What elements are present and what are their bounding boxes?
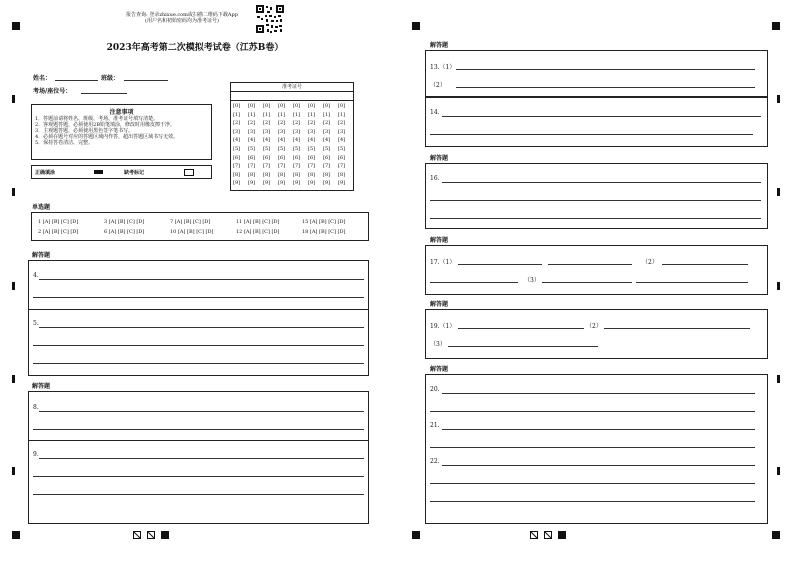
admission-digit-bubble[interactable]: [7]: [233, 163, 241, 170]
admission-digit-bubble[interactable]: [2]: [293, 120, 301, 127]
admission-digit-bubble[interactable]: [9]: [233, 180, 241, 187]
admission-digit-bubble[interactable]: [4]: [263, 137, 271, 144]
notes-box: [31, 104, 212, 160]
answer-line[interactable]: [430, 483, 755, 484]
answer-line[interactable]: [548, 264, 632, 265]
admission-digit-bubble[interactable]: [1]: [323, 111, 331, 118]
admission-write-row: [231, 100, 353, 101]
admission-digit-bubble[interactable]: [3]: [323, 128, 331, 135]
mc-section-label: 单选题: [32, 204, 51, 211]
admission-digit-bubble[interactable]: [8]: [323, 171, 331, 178]
answer-line[interactable]: [33, 494, 364, 495]
answer-box-q19: [425, 309, 768, 359]
page-marker-box: [544, 531, 552, 539]
answer-line[interactable]: [604, 328, 750, 329]
answer-line[interactable]: [442, 116, 761, 117]
answer-line[interactable]: [430, 200, 761, 201]
name-label: 姓名：: [33, 75, 52, 82]
mc-item[interactable]: 10 [A] [B] [C] [D]: [170, 229, 214, 235]
corner-mark-tr: [772, 22, 780, 30]
page-marker-box: [161, 531, 169, 539]
admission-digit-bubble[interactable]: [6]: [233, 154, 241, 161]
admission-digit-bubble[interactable]: [7]: [248, 163, 256, 170]
answer-line[interactable]: [636, 282, 748, 283]
admission-digit-bubble[interactable]: [8]: [308, 171, 316, 178]
question-number: 13.（1）: [430, 64, 456, 71]
student-name-row: [33, 73, 51, 82]
answer-line[interactable]: [458, 328, 584, 329]
sub-question: （2）: [642, 259, 658, 266]
admission-digit-bubble[interactable]: [7]: [263, 163, 271, 170]
answer-line[interactable]: [430, 282, 518, 283]
timing-mark: [777, 467, 780, 475]
answer-box-q13: [425, 50, 768, 97]
divider: [29, 309, 368, 310]
timing-mark: [12, 375, 15, 383]
admission-digit-bubble[interactable]: [8]: [248, 171, 256, 178]
timing-mark: [12, 467, 15, 475]
sub-question: （3）: [430, 341, 446, 348]
admission-digit-bubble[interactable]: [7]: [308, 163, 316, 170]
admission-digit-bubble[interactable]: [5]: [323, 146, 331, 152]
admission-digit-bubble[interactable]: [6]: [248, 154, 256, 161]
mc-item[interactable]: 2 [A] [B] [C] [D]: [38, 229, 79, 235]
admission-digit-bubble[interactable]: [1]: [278, 111, 286, 118]
page-marker-box: [530, 531, 538, 539]
admission-digit-bubble[interactable]: [3]: [248, 128, 256, 135]
timing-mark: [412, 22, 420, 30]
admission-digit-bubble[interactable]: [9]: [338, 180, 346, 187]
admission-digit-bubble[interactable]: [6]: [293, 154, 301, 161]
answer-line[interactable]: [456, 87, 755, 88]
slash-icon: [531, 532, 537, 538]
note-item: 4．必须在题号对应的答题区域内作答，超出答题区域书写无效。: [35, 134, 179, 140]
admission-digit-bubble[interactable]: [1]: [233, 111, 241, 118]
mc-item[interactable]: 7 [A] [B] [C] [D]: [170, 219, 211, 225]
note-item: 3．主观题答题，必须使用黑色签字笔书写。: [35, 128, 134, 134]
seat-label: 考场/座位号：: [33, 88, 72, 95]
mc-item[interactable]: 18 [A] [B] [C] [D]: [302, 229, 346, 235]
answer-box-q17: [425, 245, 768, 295]
admission-digit-bubble[interactable]: [5]: [248, 146, 256, 152]
admission-digit-bubble[interactable]: [1]: [338, 111, 346, 118]
question-number: 21.: [430, 422, 440, 429]
admission-digit-bubble[interactable]: [3]: [278, 128, 286, 135]
section-label: 解答题: [430, 237, 449, 244]
absent-checkbox[interactable]: [184, 169, 194, 176]
answer-line[interactable]: [448, 346, 598, 347]
admission-digit-bubble[interactable]: [9]: [293, 180, 301, 187]
timing-mark: [777, 282, 780, 290]
admission-digit-bubble[interactable]: [8]: [293, 171, 301, 178]
sub-question: （2）: [430, 82, 446, 89]
answer-box-q8-q9: [28, 391, 369, 524]
timing-mark: [12, 282, 15, 290]
timing-mark: [12, 188, 15, 196]
question-number: 22.: [430, 458, 440, 465]
admission-digit-bubble[interactable]: [4]: [278, 137, 286, 144]
admission-digit-bubble[interactable]: [4]: [233, 137, 241, 144]
admission-digit-bubble[interactable]: [4]: [248, 137, 256, 144]
notice-line-2: (用户名和初始密码均为准考证号): [145, 18, 219, 24]
note-item: 1．答题前请将姓名、班级、考场、准考证号填写清楚。: [35, 116, 159, 122]
admission-digit-bubble[interactable]: [0]: [263, 103, 271, 109]
admission-digit-bubble[interactable]: [7]: [338, 163, 346, 170]
admission-digit-bubble[interactable]: [9]: [308, 180, 316, 187]
section-label: 解答题: [430, 366, 449, 373]
sub-question: （3）: [524, 277, 540, 284]
admission-digit-bubble[interactable]: [6]: [278, 154, 286, 161]
admission-digit-bubble[interactable]: [7]: [278, 163, 286, 170]
answer-line[interactable]: [33, 345, 364, 346]
admission-digit-bubble[interactable]: [6]: [323, 154, 331, 161]
section-label: 解答题: [430, 42, 449, 49]
mc-box: [31, 212, 369, 241]
admission-digit-bubble[interactable]: [4]: [308, 137, 316, 144]
admission-digit-bubble[interactable]: [8]: [278, 171, 286, 178]
answer-line[interactable]: [430, 411, 755, 412]
slash-icon: [148, 532, 154, 538]
note-item: 2．客观题答题，必须使用2B铅笔填涂，修改时用橡皮擦干净。: [35, 122, 176, 128]
admission-digit-bubble[interactable]: [4]: [338, 137, 346, 144]
question-number: 19.（1）: [430, 323, 456, 330]
question-number: 20.: [430, 386, 440, 393]
answer-line[interactable]: [442, 393, 755, 394]
admission-digit-bubble[interactable]: [0]: [338, 103, 346, 109]
admission-digit-bubble[interactable]: [8]: [263, 171, 271, 178]
mc-item[interactable]: 11 [A] [B] [C] [D]: [236, 219, 280, 225]
mc-item[interactable]: 12 [A] [B] [C] [D]: [236, 229, 280, 235]
answer-line[interactable]: [430, 218, 761, 219]
answer-box-q4-q5: [28, 260, 369, 376]
admission-digit-bubble[interactable]: [0]: [323, 103, 331, 109]
answer-box-q16: [425, 163, 768, 229]
admission-digit-bubble[interactable]: [6]: [308, 154, 316, 161]
corner-mark-tl: [12, 22, 20, 30]
section-label: 解答题: [430, 301, 449, 308]
answer-box-q14: [425, 97, 768, 147]
admission-digit-bubble[interactable]: [1]: [293, 111, 301, 118]
answer-line[interactable]: [430, 501, 755, 502]
admission-digit-bubble[interactable]: [4]: [293, 137, 301, 144]
answer-line[interactable]: [662, 264, 748, 265]
mc-item[interactable]: 3 [A] [B] [C] [D]: [104, 219, 145, 225]
notice-line-1: 报告查询: 登录zhixue.com或扫描二维码下载App: [126, 12, 238, 18]
admission-digit-bubble[interactable]: [5]: [233, 146, 241, 152]
answer-line[interactable]: [442, 182, 761, 183]
answer-line[interactable]: [39, 411, 364, 412]
admission-digit-bubble[interactable]: [5]: [308, 146, 316, 152]
mc-item[interactable]: 1 [A] [B] [C] [D]: [38, 219, 79, 225]
admission-digit-bubble[interactable]: [3]: [293, 128, 301, 135]
admission-digit-bubble[interactable]: [9]: [278, 180, 286, 187]
section-label: 解答题: [430, 155, 449, 162]
question-number: 14.: [430, 109, 440, 116]
admission-digit-bubble[interactable]: [1]: [308, 111, 316, 118]
admission-digit-bubble[interactable]: [5]: [293, 146, 301, 152]
admission-digit-bubble[interactable]: [2]: [263, 120, 271, 127]
admission-digit-bubble[interactable]: [3]: [263, 128, 271, 135]
admission-digit-bubble[interactable]: [9]: [248, 180, 256, 187]
admission-title: 准考证号: [281, 84, 302, 90]
admission-digit-bubble[interactable]: [0]: [278, 103, 286, 109]
page-marker-box: [147, 531, 155, 539]
answer-line[interactable]: [430, 134, 753, 135]
admission-digit-bubble[interactable]: [1]: [263, 111, 271, 118]
admission-digit-bubble[interactable]: [2]: [278, 120, 286, 127]
admission-digit-bubble[interactable]: [3]: [308, 128, 316, 135]
question-number: 8.: [33, 404, 39, 411]
answer-line[interactable]: [39, 279, 364, 280]
answer-line[interactable]: [430, 447, 755, 448]
admission-digit-bubble[interactable]: [8]: [338, 171, 346, 178]
timing-mark: [12, 95, 15, 103]
slash-icon: [545, 532, 551, 538]
admission-digit-bubble[interactable]: [7]: [293, 163, 301, 170]
answer-line[interactable]: [442, 429, 755, 430]
divider: [29, 440, 368, 441]
admission-digit-bubble[interactable]: [7]: [323, 163, 331, 170]
correct-fill-sample: [94, 170, 103, 174]
timing-mark: [777, 188, 780, 196]
answer-line[interactable]: [458, 264, 542, 265]
admission-digit-bubble[interactable]: [5]: [278, 146, 286, 152]
admission-digit-bubble[interactable]: [6]: [338, 154, 346, 161]
name-field[interactable]: [55, 80, 98, 81]
answer-line[interactable]: [442, 465, 755, 466]
admission-bubble-grid: [233, 103, 353, 189]
answer-line[interactable]: [33, 429, 364, 430]
admission-digit-bubble[interactable]: [2]: [323, 120, 331, 127]
correct-fill-label: 正确填涂: [35, 170, 56, 176]
admission-digit-bubble[interactable]: [0]: [248, 103, 256, 109]
corner-mark-bl: [12, 531, 20, 539]
question-number: 5.: [33, 320, 39, 327]
timing-mark: [777, 375, 780, 383]
page-title: 2023年高考第二次模拟考试卷（江苏B卷）: [106, 43, 284, 53]
sub-question: （2）: [586, 323, 602, 330]
admission-digit-bubble[interactable]: [2]: [233, 120, 241, 127]
mc-item[interactable]: 6 [A] [B] [C] [D]: [104, 229, 145, 235]
page-marker-box: [133, 531, 141, 539]
admission-digit-bubble[interactable]: [1]: [248, 111, 256, 118]
timing-mark: [777, 95, 780, 103]
answer-line[interactable]: [456, 69, 755, 70]
answer-line[interactable]: [33, 297, 364, 298]
absent-label: 缺考标记: [124, 170, 145, 176]
answer-line[interactable]: [39, 458, 364, 459]
answer-box-q20-q22: [425, 374, 768, 524]
section-label: 解答题: [32, 252, 51, 259]
admission-digit-bubble[interactable]: [9]: [263, 180, 271, 187]
admission-digit-bubble[interactable]: [6]: [263, 154, 271, 161]
class-label: 班级：: [101, 75, 120, 82]
admission-digit-bubble[interactable]: [0]: [233, 103, 241, 109]
seat-field[interactable]: [81, 93, 127, 94]
question-number: 9.: [33, 451, 39, 458]
admission-digit-bubble[interactable]: [2]: [308, 120, 316, 127]
admission-digit-bubble[interactable]: [5]: [338, 146, 346, 152]
mc-item[interactable]: 15 [A] [B] [C] [D]: [302, 219, 346, 225]
answer-line[interactable]: [33, 363, 364, 364]
answer-line[interactable]: [33, 476, 364, 477]
answer-line[interactable]: [542, 282, 632, 283]
question-number: 17.（1）: [430, 259, 456, 266]
admission-number-box: [230, 82, 354, 191]
question-number: 16.: [430, 175, 440, 182]
class-field[interactable]: [124, 80, 168, 81]
admission-digit-bubble[interactable]: [9]: [323, 180, 331, 187]
question-number: 4.: [33, 272, 39, 279]
admission-digit-bubble[interactable]: [5]: [263, 146, 271, 152]
admission-digit-bubble[interactable]: [3]: [338, 128, 346, 135]
notes-list: [35, 116, 211, 146]
admission-digit-bubble[interactable]: [0]: [308, 103, 316, 109]
admission-digit-bubble[interactable]: [3]: [233, 128, 241, 135]
page-marker-box: [558, 531, 566, 539]
qr-code-icon: [256, 5, 284, 33]
admission-digit-bubble[interactable]: [2]: [248, 120, 256, 127]
admission-digit-bubble[interactable]: [0]: [293, 103, 301, 109]
section-label: 解答题: [32, 383, 51, 390]
notes-title: 注意事项: [109, 109, 134, 116]
report-notice: [112, 12, 252, 24]
timing-mark: [412, 531, 420, 539]
corner-mark-br: [772, 531, 780, 539]
fill-example-box: [31, 165, 212, 179]
admission-digit-bubble[interactable]: [8]: [233, 171, 241, 178]
admission-header-divider: [231, 91, 353, 92]
answer-line[interactable]: [39, 327, 364, 328]
admission-digit-bubble[interactable]: [4]: [323, 137, 331, 144]
admission-digit-bubble[interactable]: [2]: [338, 120, 346, 127]
qr-code: [256, 5, 284, 33]
slash-icon: [134, 532, 140, 538]
note-item: 5．保持答卷清洁、完整。: [35, 140, 94, 146]
